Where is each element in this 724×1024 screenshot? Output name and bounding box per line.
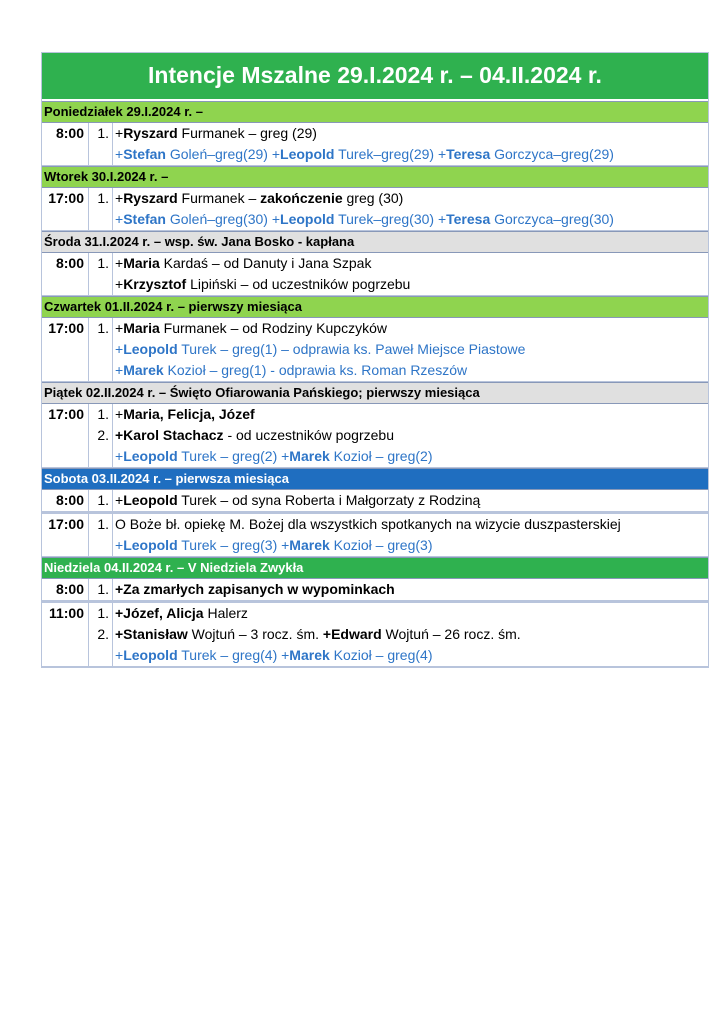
page-title: Intencje Mszalne 29.I.2024 r. – 04.II.2024 r. (42, 53, 708, 101)
mass-time: 8:00 (42, 123, 89, 165)
intention-segment: Turek–greg(30) + (334, 211, 447, 227)
intention-segment: Turek – od syna Roberta i Małgorzaty z Rodziną (177, 492, 481, 508)
day-section (42, 382, 708, 468)
days-list (42, 101, 708, 667)
intention-segment: Gorczyca–greg(30) (490, 211, 614, 227)
intention-line (89, 123, 708, 144)
intention-segment: Furmanek – od Rodziny Kupczyków (159, 320, 387, 336)
day-header: Sobota 03.II.2024 r. – pierwsza miesiąca (42, 468, 708, 490)
mass-time: 17:00 (42, 318, 89, 381)
intention-segment: Furmanek – greg (29) (177, 125, 317, 141)
day-header: Wtorek 30.I.2024 r. – (42, 166, 708, 188)
intention-segment: O Boże bł. opiekę M. Bożej dla wszystkich spotkanych na wizycie duszpasterskiej (115, 516, 621, 532)
intention-segment: Marek (289, 647, 330, 663)
mass-time-group (42, 404, 708, 468)
intention-line (89, 404, 708, 425)
intention-number (89, 535, 113, 556)
day-section (42, 296, 708, 382)
day-header: Niedziela 04.II.2024 r. – V Niedziela Zwykła (42, 557, 708, 579)
intention-line (89, 360, 708, 381)
intention-segment: Lipiński – od uczestników pogrzebu (186, 276, 411, 292)
intention-line (89, 603, 708, 624)
intention-segment: Maria (123, 320, 160, 336)
mass-time: 8:00 (42, 253, 89, 295)
mass-time-group (42, 188, 708, 231)
mass-intentions-sheet (41, 52, 709, 668)
intention-segment: Turek – greg(4) + (177, 647, 290, 663)
intention-segment: Goleń–greg(29) + (165, 146, 281, 162)
intention-segment: Kardaś – od Danuty i Jana Szpak (159, 255, 372, 271)
intention-text (113, 339, 525, 360)
intention-segment: Halerz (203, 605, 248, 621)
intention-segment: Ryszard (123, 190, 178, 206)
intention-line (89, 535, 708, 556)
day-section (42, 101, 708, 166)
intention-segment: Teresa (446, 146, 491, 162)
intention-segment: Leopold (123, 492, 178, 508)
intention-segment: Leopold (123, 341, 178, 357)
mass-time: 11:00 (42, 603, 89, 666)
intention-segment: Wojtuń – 3 rocz. śm. (187, 626, 323, 642)
intention-segment: Marek (123, 362, 164, 378)
intention-segment: Maria, Felicja, Józef (123, 406, 255, 422)
intention-segment: + (115, 362, 124, 378)
mass-time-group (42, 601, 708, 667)
mass-time-group (42, 123, 708, 166)
intention-lines (89, 514, 708, 556)
intention-text (113, 123, 317, 144)
intention-segment: Wojtuń – 26 rocz. śm. (381, 626, 521, 642)
intention-segment: Maria (123, 255, 160, 271)
intention-segment: + (115, 647, 124, 663)
intention-segment: Goleń–greg(30) + (165, 211, 281, 227)
intention-segment: Kozioł – greg(1) - odprawia ks. Roman Rzeszów (163, 362, 468, 378)
intention-number (89, 446, 113, 467)
intention-segment: Ryszard (123, 125, 178, 141)
intention-text (113, 209, 614, 230)
intention-segment: Turek–greg(29) + (334, 146, 447, 162)
intention-segment: Furmanek – (177, 190, 261, 206)
intention-segment: Leopold (123, 448, 178, 464)
mass-time: 17:00 (42, 404, 89, 467)
intention-segment: Marek (289, 448, 330, 464)
intention-text (113, 188, 403, 209)
intention-segment: Gorczyca–greg(29) (490, 146, 614, 162)
intention-segment: Stefan (123, 211, 166, 227)
intention-segment: Kozioł – greg(3) (329, 537, 433, 553)
intention-segment: + (115, 341, 124, 357)
intention-segment: Turek – greg(3) + (177, 537, 290, 553)
intention-segment: + (115, 190, 124, 206)
intention-number (89, 360, 113, 381)
intention-lines (89, 123, 708, 165)
intention-number: 1. (89, 253, 113, 274)
intention-segment: Turek – greg(1) – odprawia ks. Paweł Miejsce Piastowe (177, 341, 526, 357)
intention-segment: Kozioł – greg(4) (329, 647, 433, 663)
intention-line (89, 274, 708, 295)
intention-lines (89, 490, 708, 511)
intention-segment: Marek (289, 537, 330, 553)
mass-time: 17:00 (42, 514, 89, 556)
intention-line (89, 339, 708, 360)
mass-time: 17:00 (42, 188, 89, 230)
intention-segment: Stefan (123, 146, 166, 162)
intention-text (113, 425, 394, 446)
intention-number: 1. (89, 579, 113, 600)
intention-line (89, 624, 708, 645)
intention-line (89, 490, 708, 511)
intention-line (89, 425, 708, 446)
intention-segment: +Karol Stachacz (115, 427, 224, 443)
day-section (42, 468, 708, 557)
intention-lines (89, 253, 708, 295)
intention-lines (89, 318, 708, 381)
intention-segment: Leopold (123, 647, 178, 663)
intention-text (113, 624, 521, 645)
intention-segment: +Edward (322, 626, 382, 642)
day-header: Czwartek 01.II.2024 r. – pierwszy miesiąca (42, 296, 708, 318)
mass-time: 8:00 (42, 490, 89, 511)
intention-segment: greg (30) (342, 190, 404, 206)
intention-line (89, 209, 708, 230)
intention-text (113, 360, 467, 381)
day-section (42, 557, 708, 667)
intention-line (89, 144, 708, 165)
mass-time-group (42, 318, 708, 382)
intention-text (113, 645, 432, 666)
mass-time-group (42, 579, 708, 601)
intention-line (89, 446, 708, 467)
intention-number: 1. (89, 490, 113, 511)
day-header: Piątek 02.II.2024 r. – Święto Ofiarowania Pańskiego; pierwszy miesiąca (42, 382, 708, 404)
intention-number: 2. (89, 624, 113, 645)
intention-number: 1. (89, 318, 113, 339)
intention-segment: + (115, 448, 124, 464)
intention-line (89, 514, 708, 535)
intention-segment: + (115, 320, 124, 336)
intention-segment: Kozioł – greg(2) (329, 448, 433, 464)
intention-lines (89, 188, 708, 230)
intention-text (113, 144, 614, 165)
intention-segment: Leopold (280, 146, 335, 162)
intention-number: 1. (89, 123, 113, 144)
intention-lines (89, 404, 708, 467)
intention-text (113, 253, 371, 274)
intention-segment: + (115, 537, 124, 553)
intention-number (89, 339, 113, 360)
intention-line (89, 645, 708, 666)
intention-number (89, 645, 113, 666)
intention-segment: Leopold (123, 537, 178, 553)
intention-segment: + (115, 406, 124, 422)
intention-number: 2. (89, 425, 113, 446)
intention-number (89, 144, 113, 165)
intention-segment: +Za zmarłych zapisanych w wypominkach (115, 581, 395, 597)
intention-number (89, 209, 113, 230)
intention-segment: + (115, 125, 124, 141)
intention-segment: + (115, 255, 124, 271)
day-section (42, 166, 708, 231)
intention-text (113, 446, 432, 467)
intention-segment: Krzysztof (123, 276, 187, 292)
intention-text (113, 404, 255, 425)
mass-time-group (42, 512, 708, 557)
intention-number: 1. (89, 603, 113, 624)
intention-line (89, 188, 708, 209)
intention-number: 1. (89, 404, 113, 425)
intention-segment: - od uczestników pogrzebu (223, 427, 394, 443)
intention-segment: Turek – greg(2) + (177, 448, 290, 464)
mass-time: 8:00 (42, 579, 89, 600)
day-section (42, 231, 708, 296)
intention-segment: zakończenie (260, 190, 343, 206)
intention-segment: + (115, 146, 124, 162)
intention-text (113, 318, 387, 339)
intention-number: 1. (89, 188, 113, 209)
day-header: Środa 31.I.2024 r. – wsp. św. Jana Bosko - kapłana (42, 231, 708, 253)
intention-text (113, 514, 621, 535)
intention-segment: + (115, 211, 124, 227)
intention-number: 1. (89, 514, 113, 535)
intention-text (113, 535, 432, 556)
intention-segment: + (115, 276, 124, 292)
intention-text (113, 274, 410, 295)
intention-segment: Teresa (446, 211, 491, 227)
mass-time-group (42, 490, 708, 512)
intention-text (113, 579, 395, 600)
intention-lines (89, 579, 708, 600)
intention-line (89, 579, 708, 600)
intention-line (89, 318, 708, 339)
intention-line (89, 253, 708, 274)
intention-text (113, 603, 248, 624)
mass-time-group (42, 253, 708, 296)
intention-segment: Leopold (280, 211, 335, 227)
intention-number (89, 274, 113, 295)
intention-text (113, 490, 480, 511)
intention-lines (89, 603, 708, 666)
intention-segment: +Józef, Alicja (115, 605, 204, 621)
intention-segment: +Stanisław (115, 626, 188, 642)
intention-segment: + (115, 492, 124, 508)
day-header: Poniedziałek 29.I.2024 r. – (42, 101, 708, 123)
